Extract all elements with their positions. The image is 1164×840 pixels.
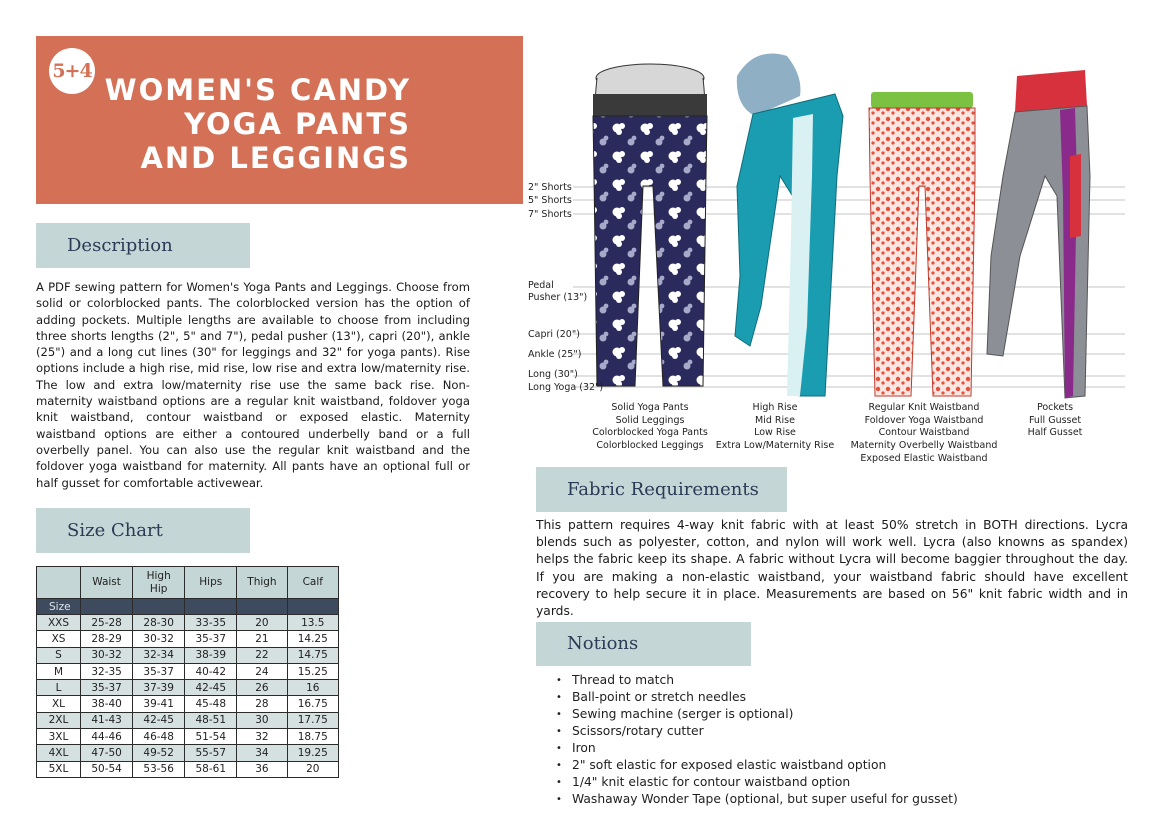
solid-yoga-pants-drawing (593, 64, 707, 386)
measurement-cell: 38-39 (185, 647, 237, 663)
length-label: Pusher (13") (528, 292, 588, 303)
table-header-cell: Waist (81, 567, 133, 599)
pants-illustration (525, 36, 1135, 466)
table-row (37, 663, 339, 679)
measurement-cell: 17.75 (287, 712, 338, 728)
page-title (105, 73, 411, 175)
high-rise-pants-drawing (735, 54, 843, 397)
caption-extra-options (1015, 402, 1095, 440)
title-line: AND LEGGINGS (140, 141, 411, 175)
measurement-cell: 32-35 (81, 663, 133, 679)
size-chart-table (36, 566, 339, 778)
caption-line: Foldover Yoga Waistband (864, 414, 984, 426)
measurement-cell: 28-30 (133, 615, 185, 631)
table-cell (287, 599, 338, 615)
table-cell (237, 599, 287, 615)
measurement-cell: 28 (237, 696, 287, 712)
length-label: Long (30") (528, 369, 578, 380)
measurement-cell: 35-37 (133, 663, 185, 679)
title-line: YOGA PANTS (184, 107, 411, 141)
table-row (37, 680, 339, 696)
length-label: Ankle (25") (528, 349, 582, 360)
caption-line: Pockets (1036, 402, 1074, 413)
measurement-cell: 48-51 (185, 712, 237, 728)
size-cell: 4XL (37, 745, 81, 761)
table-row (37, 631, 339, 647)
measurement-cell: 35-37 (185, 631, 237, 647)
table-header-cell: Calf (287, 567, 338, 599)
caption-line: Exposed Elastic Waistband (860, 452, 988, 464)
measurement-cell: 20 (287, 761, 338, 777)
measurement-cell: 35-37 (81, 680, 133, 696)
measurement-cell: 20 (237, 615, 287, 631)
caption-style-options (585, 402, 715, 453)
measurement-cell: 36 (237, 761, 287, 777)
title-banner (36, 36, 523, 204)
size-label-row (37, 599, 339, 615)
notion-item: • Washaway Wonder Tape (optional, but super useful for gusset) (556, 791, 958, 808)
measurement-cell: 25-28 (81, 615, 133, 631)
description-text: A PDF sewing pattern for Women's Yoga Pants and Leggings. Choose from solid or colorblocked pants. The colorblocked version has the option of adding pockets. Multiple lengths are available to choose from including three shorts lengths (2", 5" and 7"), pedal pusher (13"), capri (20"), ankle (25") and a long cut lines (30" for leggings and 32" for yoga pants). Rise options include a high rise, mid rise, low rise and extra low/maternity rise. The low and extra low/maternity rise use the same back rise. Non-maternity waistband options are a regular knit waistband, foldover yoga knit waistband, contour waistband or exposed elastic. Maternity waistband options are either a contoured underbelly band or a full overbelly panel. You can also use the regular knit waistband and the foldover yoga waistband for maternity. All pants have an optional full or half gusset for comfortable activewear. (36, 280, 470, 490)
table-header-row (37, 567, 339, 599)
measurement-cell: 32-34 (133, 647, 185, 663)
measurement-cell: 18.75 (287, 729, 338, 745)
pockets-pants-drawing (987, 70, 1090, 398)
measurement-cell: 24 (237, 663, 287, 679)
size-cell: S (37, 647, 81, 663)
length-label: Capri (20") (528, 329, 580, 340)
brand-logo: 5+4 (49, 48, 95, 94)
measurement-cell: 30-32 (81, 647, 133, 663)
caption-line: Solid Yoga Pants (611, 402, 689, 413)
table-row (37, 761, 339, 777)
description-heading: Description (36, 223, 250, 268)
table-header-cell: High Hip (133, 567, 185, 599)
measurement-cell: 45-48 (185, 696, 237, 712)
measurement-cell: 14.25 (287, 631, 338, 647)
notions-heading: Notions (536, 622, 751, 666)
caption-rise-options (715, 402, 835, 453)
size-cell: M (37, 663, 81, 679)
measurement-cell: 30-32 (133, 631, 185, 647)
regular-knit-waistband-pants-drawing (869, 92, 975, 396)
measurement-cell: 49-52 (133, 745, 185, 761)
measurement-cell: 44-46 (81, 729, 133, 745)
title-line: WOMEN'S CANDY (104, 73, 411, 107)
table-row (37, 647, 339, 663)
size-chart-body (37, 599, 339, 778)
caption-line: Maternity Overbelly Waistband (850, 440, 998, 452)
measurement-cell: 16.75 (287, 696, 338, 712)
size-cell: 2XL (37, 712, 81, 728)
table-row (37, 696, 339, 712)
notion-item: • 1/4" knit elastic for contour waistband option (556, 774, 958, 791)
measurement-cell: 30 (237, 712, 287, 728)
measurement-cell: 39-41 (133, 696, 185, 712)
caption-line: Colorblocked Yoga Pants (592, 427, 708, 439)
measurement-cell: 21 (237, 631, 287, 647)
table-row (37, 712, 339, 728)
size-cell: 3XL (37, 729, 81, 745)
measurement-cell: 55-57 (185, 745, 237, 761)
notion-item: • Sewing machine (serger is optional) (556, 706, 958, 723)
measurement-cell: 22 (237, 647, 287, 663)
table-header-cell (37, 567, 81, 599)
measurement-cell: 42-45 (133, 712, 185, 728)
notion-item: • Thread to match (556, 672, 958, 689)
measurement-cell: 41-43 (81, 712, 133, 728)
measurement-cell: 33-35 (185, 615, 237, 631)
table-row (37, 745, 339, 761)
size-cell: L (37, 680, 81, 696)
caption-line: Contour Waistband (878, 427, 970, 439)
table-cell (133, 599, 185, 615)
table-header-cell: Hips (185, 567, 237, 599)
caption-line: Solid Leggings (615, 414, 685, 426)
length-label: 7" Shorts (528, 209, 572, 220)
measurement-cell: 32 (237, 729, 287, 745)
measurement-cell: 28-29 (81, 631, 133, 647)
notion-item: • 2" soft elastic for exposed elastic waistband option (556, 757, 958, 774)
measurement-cell: 26 (237, 680, 287, 696)
measurement-cell: 16 (287, 680, 338, 696)
measurement-cell: 46-48 (133, 729, 185, 745)
caption-line: Low Rise (754, 427, 796, 439)
measurement-cell: 53-56 (133, 761, 185, 777)
measurement-cell: 14.75 (287, 647, 338, 663)
measurement-cell: 58-61 (185, 761, 237, 777)
measurement-cell: 15.25 (287, 663, 338, 679)
size-cell: XL (37, 696, 81, 712)
table-row (37, 729, 339, 745)
measurement-cell: 34 (237, 745, 287, 761)
size-cell: XXS (37, 615, 81, 631)
measurement-cell: 42-45 (185, 680, 237, 696)
table-row (37, 615, 339, 631)
notion-item: • Scissors/rotary cutter (556, 723, 958, 740)
size-chart-heading: Size Chart (36, 508, 250, 553)
size-cell: 5XL (37, 761, 81, 777)
caption-line: Extra Low/Maternity Rise (715, 440, 835, 452)
size-label-cell: Size (37, 599, 81, 615)
fabric-heading: Fabric Requirements (536, 467, 787, 512)
length-label: Long Yoga (32") (528, 382, 604, 393)
measurement-cell: 37-39 (133, 680, 185, 696)
measurement-cell: 13.5 (287, 615, 338, 631)
notion-item: • Ball-point or stretch needles (556, 689, 958, 706)
caption-line: Regular Knit Waistband (868, 402, 980, 413)
length-label: 5" Shorts (528, 195, 572, 206)
caption-waistband-options (849, 402, 999, 466)
measurement-cell: 38-40 (81, 696, 133, 712)
caption-line: Full Gusset (1028, 414, 1082, 426)
table-cell (185, 599, 237, 615)
length-label: Pedal (528, 280, 554, 291)
table-header-cell: Thigh (237, 567, 287, 599)
measurement-cell: 19.25 (287, 745, 338, 761)
size-cell: XS (37, 631, 81, 647)
measurement-cell: 40-42 (185, 663, 237, 679)
caption-line: Mid Rise (755, 414, 795, 426)
caption-line: High Rise (752, 402, 798, 413)
notion-item: • Iron (556, 740, 958, 757)
measurement-cell: 47-50 (81, 745, 133, 761)
notions-list (556, 672, 958, 808)
measurement-cell: 50-54 (81, 761, 133, 777)
fabric-text: This pattern requires 4-way knit fabric with at least 50% stretch in BOTH directions. Lycra blends such as polyester, cotton, and nylon will work well. Lycra (also knowns as spandex) helps the fabric keep its shape. A fabric without Lycra will become baggier throughout the day. If you are making a non-elastic waistband, your waistband fabric should have excellent recovery to help secure it in place. Measurements are based on 56" knit fabric width and in yards. (536, 518, 1128, 619)
measurement-cell: 51-54 (185, 729, 237, 745)
table-cell (81, 599, 133, 615)
caption-line: Colorblocked Leggings (596, 440, 704, 452)
length-label: 2" Shorts (528, 182, 572, 193)
caption-line: Half Gusset (1027, 427, 1083, 439)
